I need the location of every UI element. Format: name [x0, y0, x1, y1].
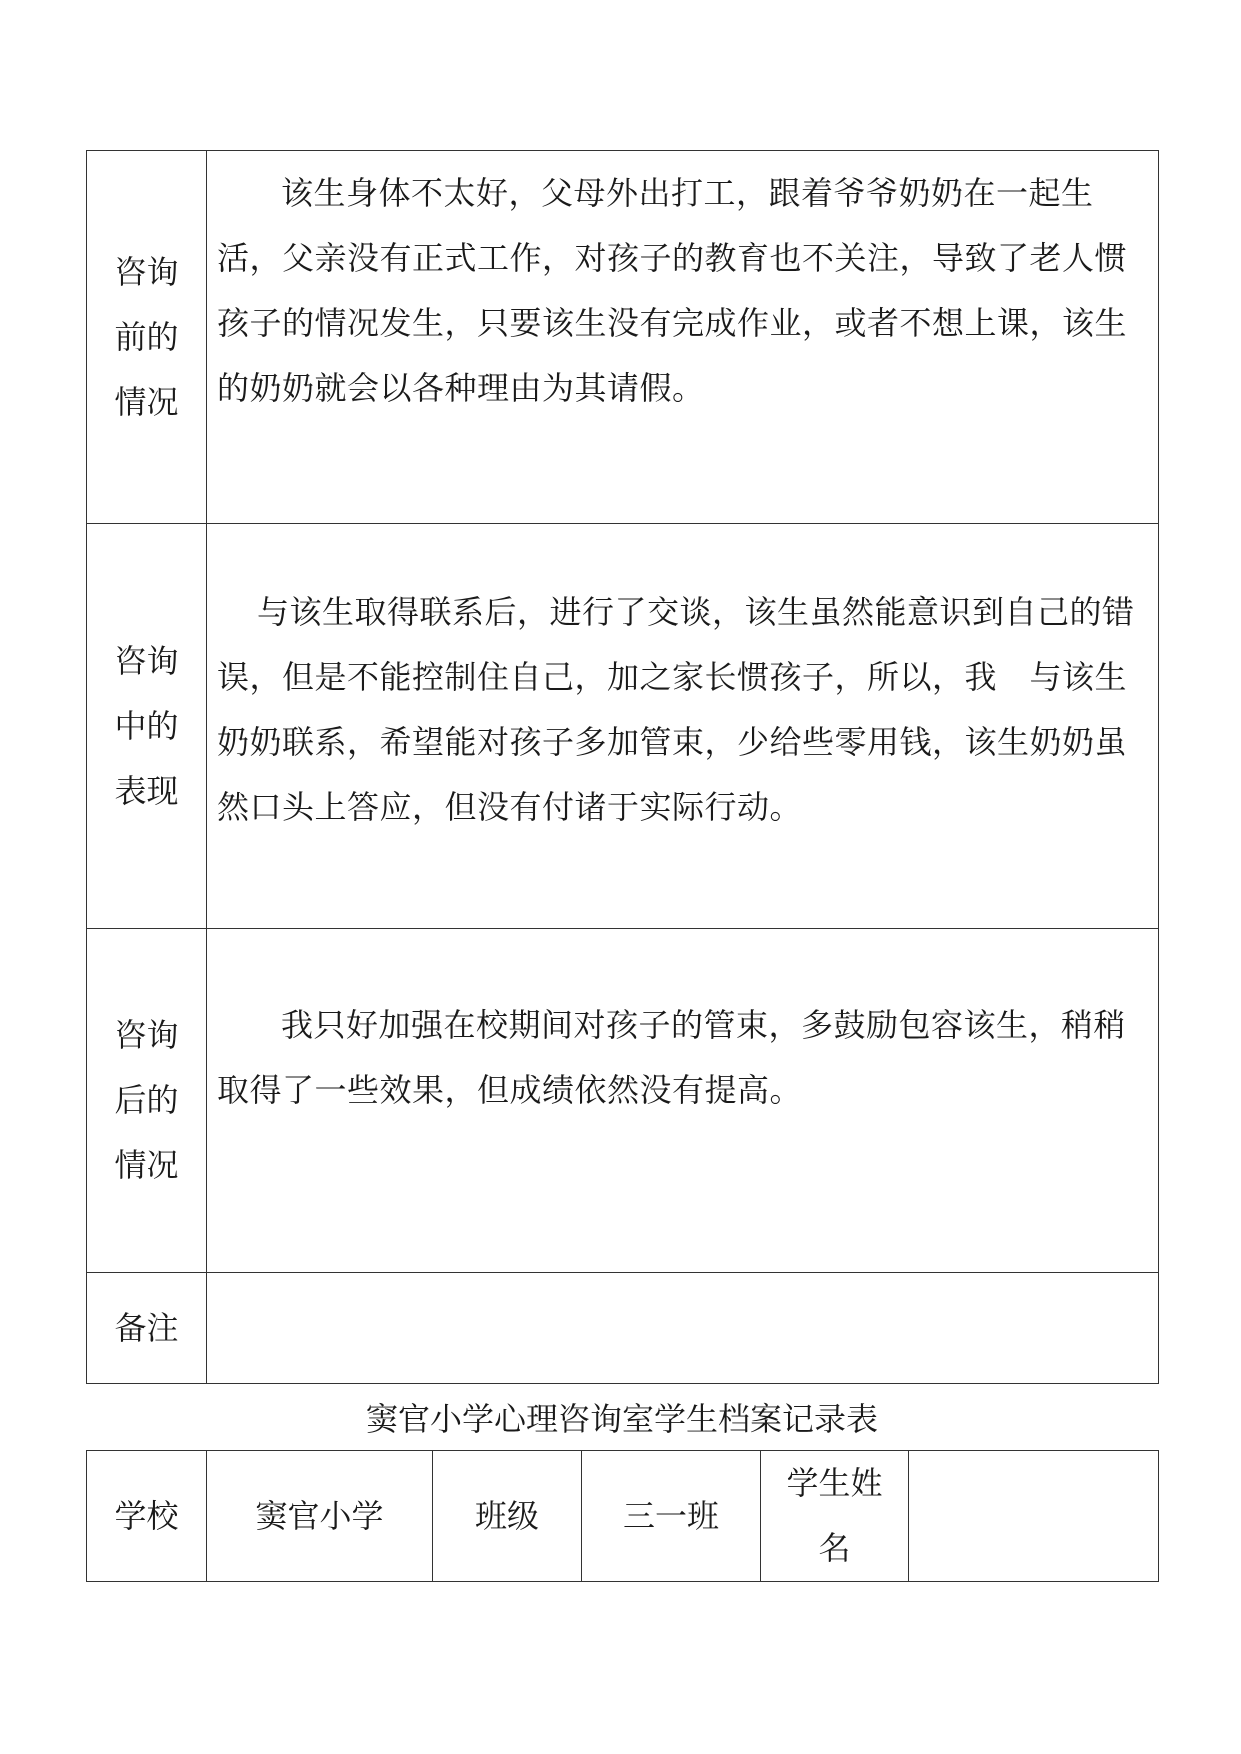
student-info-table	[86, 1450, 1159, 1582]
record-content-cell	[207, 1273, 1159, 1384]
student-name-label-cell	[761, 1451, 909, 1582]
record-row-remark	[87, 1273, 1159, 1384]
record-label-during: 咨询中的表现	[114, 641, 179, 810]
record-label-remark: 备注	[114, 1308, 179, 1347]
class-value: 三一班	[582, 1451, 761, 1582]
record-content-cell	[207, 151, 1159, 524]
school-value: 窦官小学	[207, 1451, 433, 1582]
class-label: 班级	[433, 1451, 582, 1582]
record-label-cell	[87, 1273, 207, 1384]
record-content-cell	[207, 524, 1159, 929]
record-content-cell	[207, 929, 1159, 1273]
record-row-during	[87, 524, 1159, 929]
record-row-before	[87, 151, 1159, 524]
record-label-cell	[87, 151, 207, 524]
form-title: 窦官小学心理咨询室学生档案记录表	[365, 1400, 878, 1438]
counseling-record-table	[86, 150, 1159, 1384]
record-label-cell	[87, 524, 207, 929]
record-content-before: 该生身体不太好，父母外出打工，跟着爷爷奶奶在一起生活，父亲没有正式工作，对孩子的教育也不关注，导致了老人惯孩子的情况发生，只要该生没有完成作业，或者不想上课，该生的奶奶就会以各种理由为其请假。	[217, 174, 1128, 407]
record-label-before: 咨询前的情况	[114, 252, 179, 421]
record-content-during: 与该生取得联系后，进行了交谈，该生虽然能意识到自己的错误，但是不能控制住自己，加之家长惯孩子，所以，我 与该生奶奶联系，希望能对孩子多加管束，少给些零用钱，该生奶奶虽然口头上答应，但没有付诸于实际行动。	[217, 593, 1135, 826]
record-content-after: 我只好加强在校期间对孩子的管束，多鼓励包容该生，稍稍取得了一些效果，但成绩依然没有提高。	[217, 1006, 1127, 1109]
student-name-label: 学生姓名	[786, 1464, 883, 1567]
student-name-value	[909, 1451, 1159, 1582]
record-label-after: 咨询后的情况	[114, 1016, 179, 1184]
record-label-cell	[87, 929, 207, 1273]
record-row-after	[87, 929, 1159, 1273]
student-info-row	[87, 1451, 1159, 1582]
school-label: 学校	[87, 1451, 207, 1582]
